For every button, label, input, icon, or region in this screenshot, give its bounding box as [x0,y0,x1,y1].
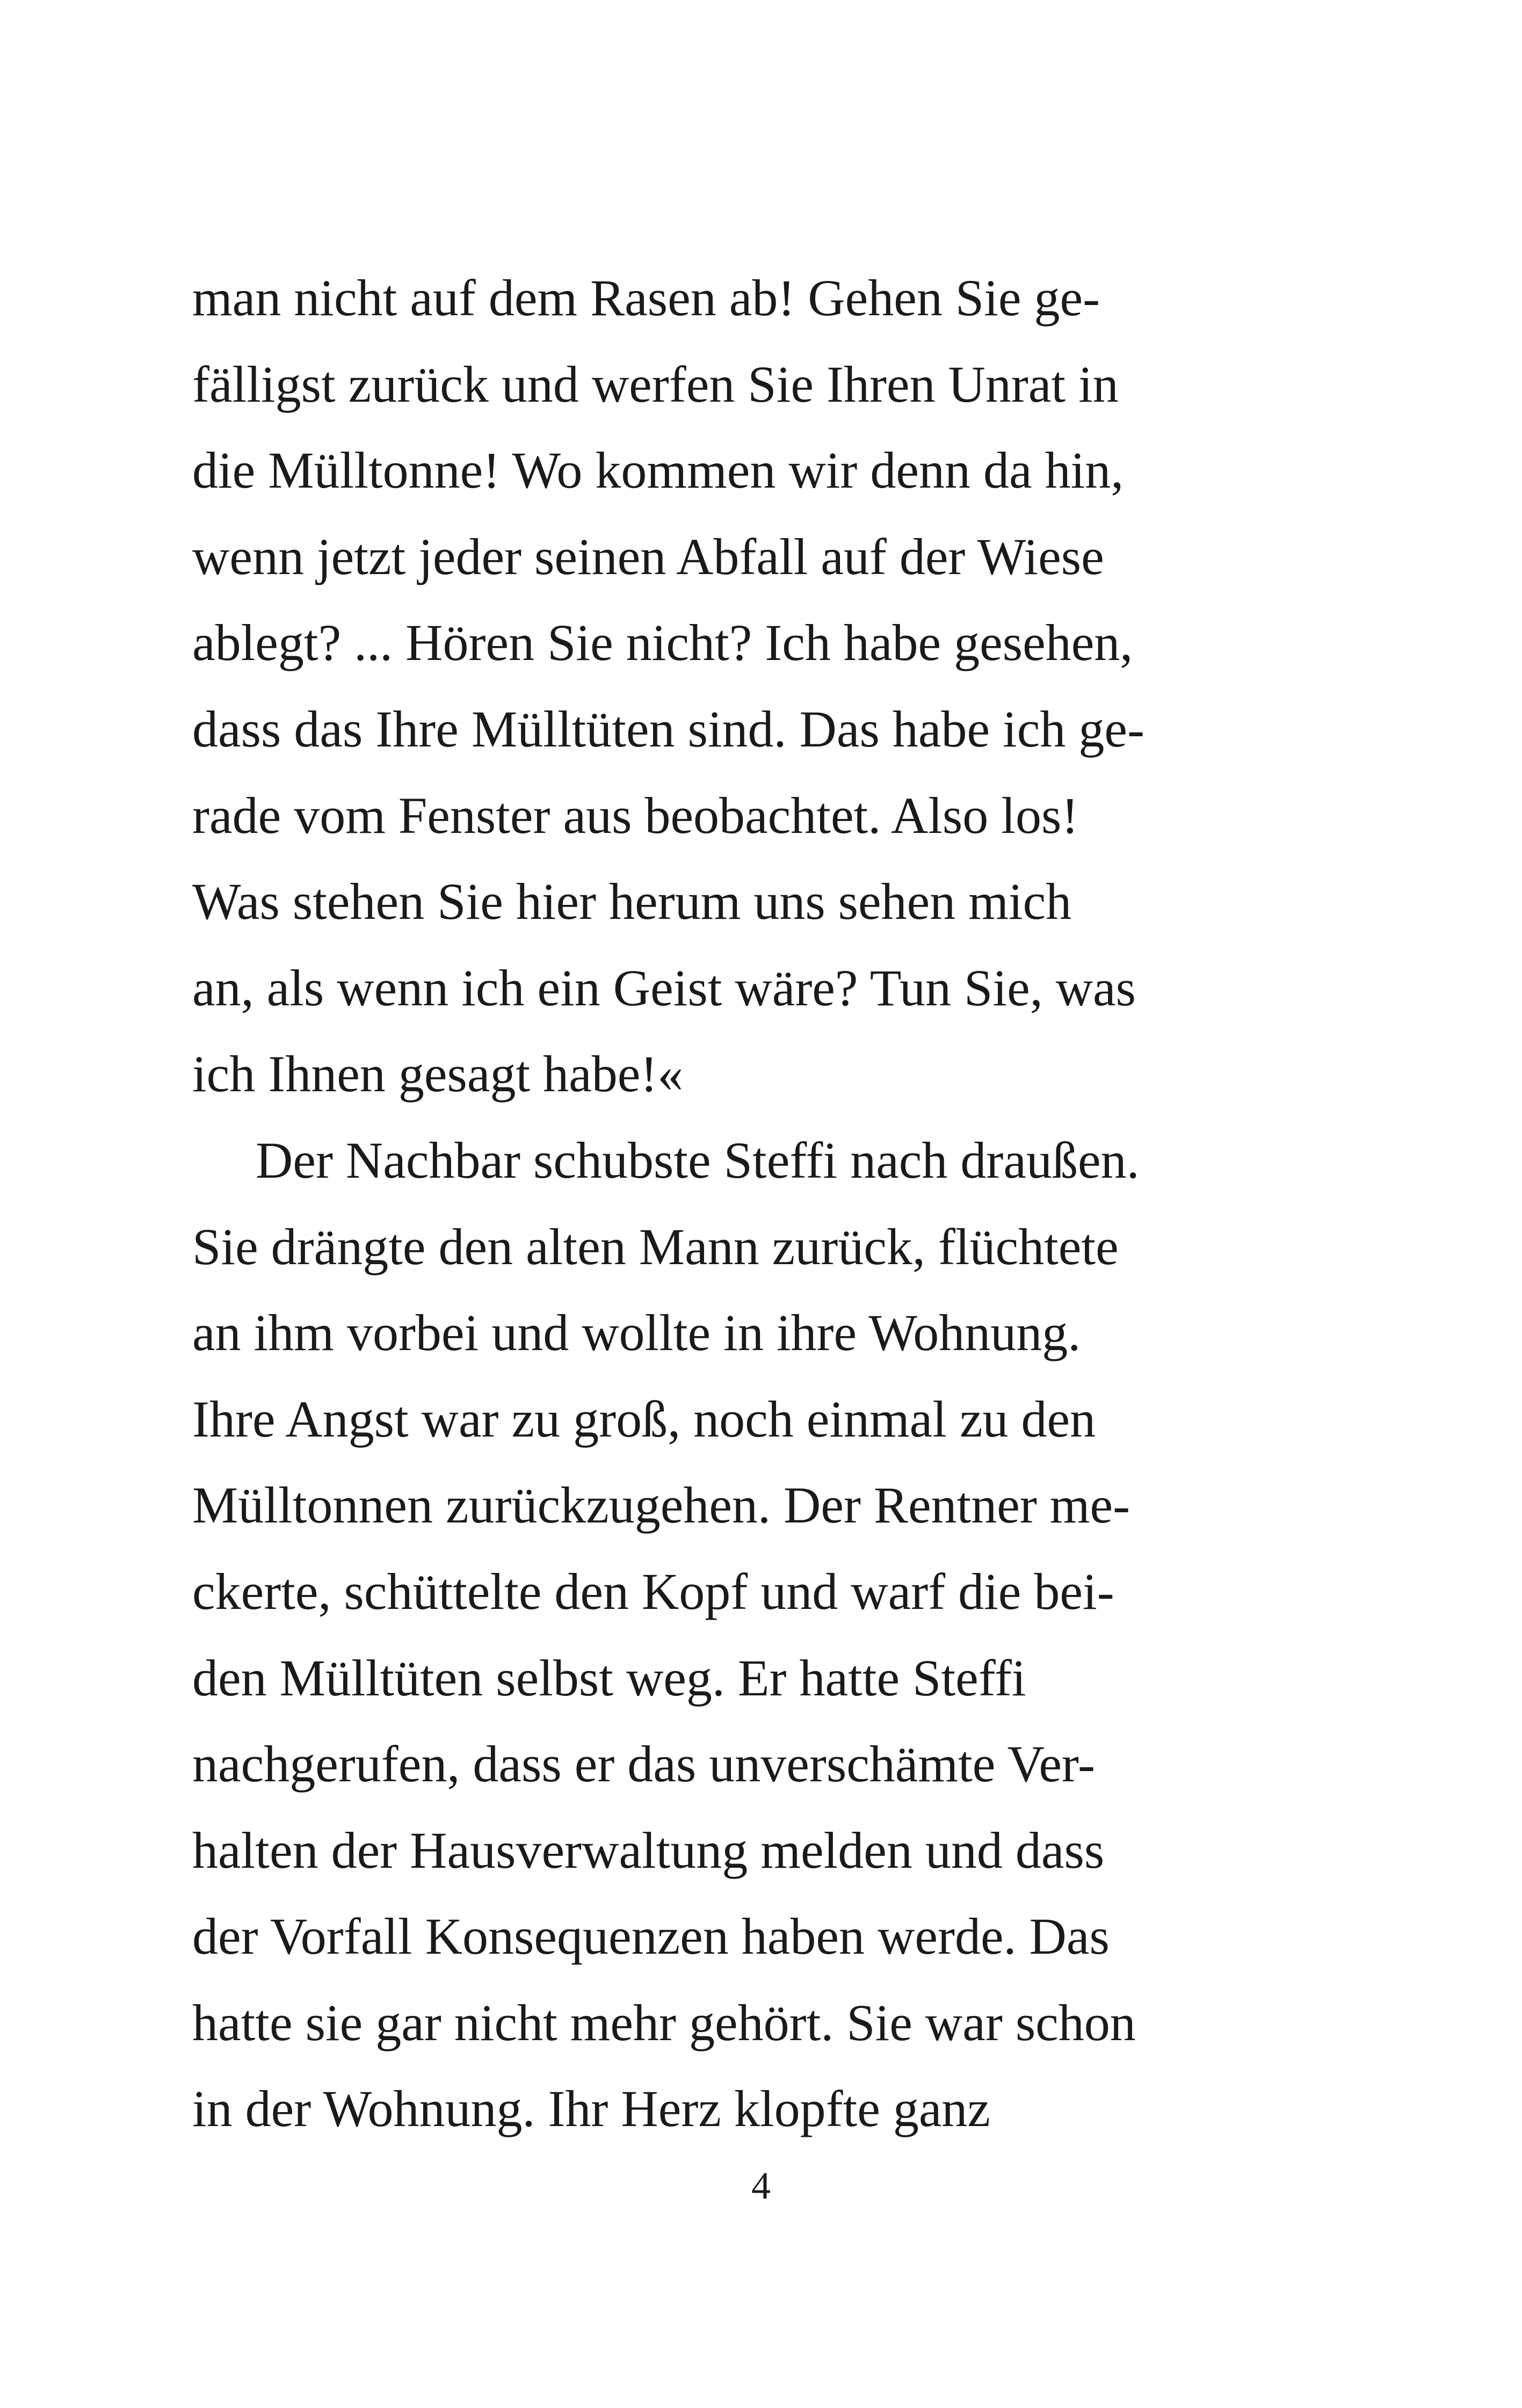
page-number: 4 [751,2164,771,2207]
text-line: rade vom Fenster aus beobachtet. Also los! [192,786,1079,844]
text-line: dass das Ihre Mülltüten sind. Das habe ich ge- [192,700,1144,758]
text-line: wenn jetzt jeder seinen Abfall auf der Wiese [192,527,1104,585]
text-line: nachgerufen, dass er das unverschämte Ver- [192,1735,1095,1793]
paragraph-start-line: Der Nachbar schubste Steffi nach draußen. [256,1131,1140,1189]
text-line: Mülltonnen zurückzugehen. Der Rentner me- [192,1476,1130,1534]
text-line: fälligst zurück und werfen Sie Ihren Unrat in [192,355,1119,413]
text-line: Ihre Angst war zu groß, noch einmal zu den [192,1390,1096,1448]
text-line: Was stehen Sie hier herum uns sehen mich [192,873,1072,931]
text-line: Sie drängte den alten Mann zurück, flüchtete [192,1217,1119,1275]
text-line: ich Ihnen gesagt habe!« [192,1045,684,1103]
body-text [192,255,1266,2152]
text-line: den Mülltüten selbst weg. Er hatte Steffi [192,1649,1026,1707]
text-line: halten der Hausverwaltung melden und dass [192,1821,1105,1879]
text-line: man nicht auf dem Rasen ab! Gehen Sie ge- [192,269,1100,327]
text-line: die Mülltonne! Wo kommen wir denn da hin, [192,441,1124,499]
text-line: ablegt? ... Hören Sie nicht? Ich habe gesehen, [192,614,1133,672]
text-line: an, als wenn ich ein Geist wäre? Tun Sie, was [192,959,1136,1017]
text-line: an ihm vorbei und wollte in ihre Wohnung. [192,1304,1081,1362]
text-line: hatte sie gar nicht mehr gehört. Sie war schon [192,1993,1136,2051]
text-line: der Vorfall Konsequenzen haben werde. Das [192,1907,1110,1965]
text-line: in der Wohnung. Ihr Herz klopfte ganz [192,2080,991,2138]
text-line: ckerte, schüttelte den Kopf und warf die bei- [192,1562,1114,1620]
